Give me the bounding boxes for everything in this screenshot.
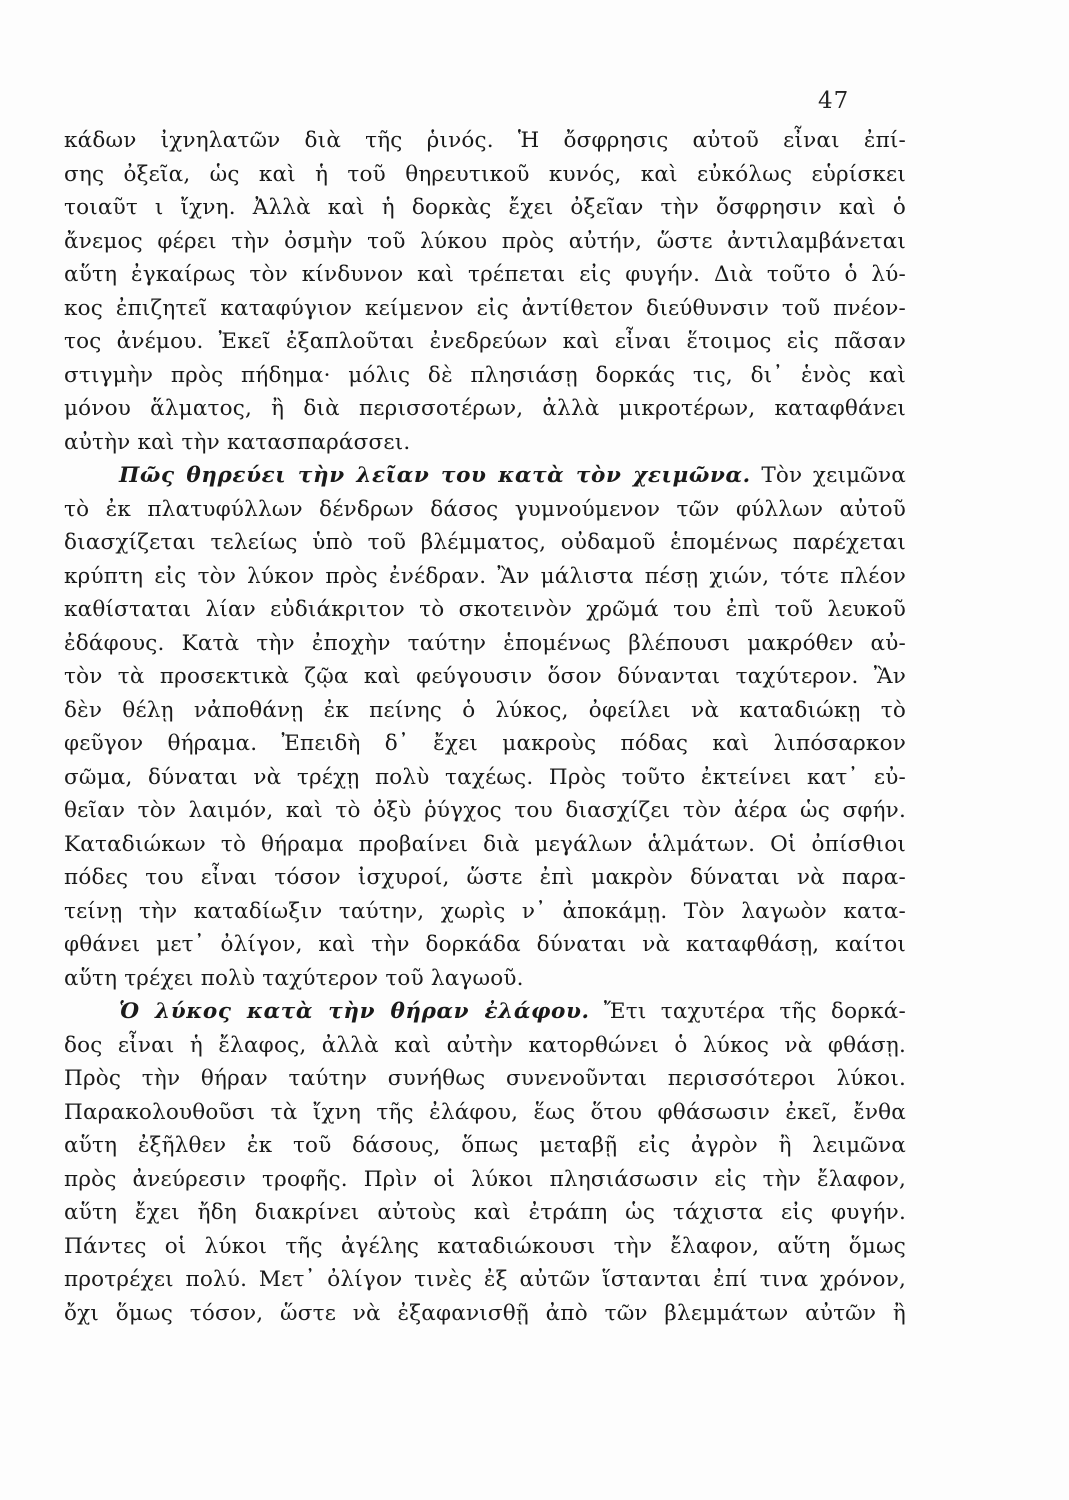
- section-heading: Πῶς θηρεύει τὴν λεῖαν του κατὰ τὸν χειμῶνα.: [119, 463, 751, 488]
- text-line: αὐτὴν καὶ τὴν κατασπαράσσει.: [64, 429, 411, 455]
- text-line: σης ὀξεῖα, ὡς καὶ ἡ τοῦ θηρευτικοῦ κυνός, καὶ εὐκόλως εὑρίσκει: [64, 161, 906, 187]
- text-line: κρύπτη εἰς τὸν λύκον πρὸς ἐνέδραν. Ἂν μάλιστα πέσῃ χιών, τότε πλέον: [64, 563, 906, 589]
- text-line: Πάντες οἱ λύκοι τῆς ἀγέλης καταδιώκουσι τὴν ἔλαφον, αὕτη ὅμως: [64, 1233, 906, 1259]
- text-line: αὕτη ἔχει ἤδη διακρίνει αὐτοὺς καὶ ἐτράπη ὡς τάχιστα εἰς φυγήν.: [64, 1200, 906, 1225]
- text-line: Παρακολουθοῦσι τὰ ἴχνη τῆς ἐλάφου, ἕως ὅτου φθάσωσιν ἐκεῖ, ἔνθα: [64, 1099, 906, 1125]
- text-line: πόδες του εἶναι τόσον ἰσχυροί, ὥστε ἐπὶ μακρὸν δύναται νὰ παρα-: [64, 865, 906, 890]
- text-line: καθίσταται λίαν εὐδιάκριτον τὸ σκοτεινὸν χρῶμά του ἐπὶ τοῦ λευκοῦ: [64, 597, 906, 622]
- text-line: σῶμα, δύναται νὰ τρέχῃ πολὺ ταχέως. Πρὸς τοῦτο ἐκτείνει κατ᾿ εὐ-: [64, 764, 906, 790]
- text-line: τοιαῦτ ι ἴχνη. Ἀλλὰ καὶ ἡ δορκὰς ἔχει ὀξεῖαν τὴν ὄσφρησιν καὶ ὁ: [64, 195, 906, 220]
- text-line: τος ἀνέμου. Ἐκεῖ ἐξαπλοῦται ἐνεδρεύων καὶ εἶναι ἕτοιμος εἰς πᾶσαν: [64, 329, 906, 354]
- section-heading: Ὁ λύκος κατὰ τὴν θήραν ἐλάφου.: [119, 999, 590, 1024]
- text-line: τείνῃ τὴν καταδίωξιν ταύτην, χωρὶς ν᾿ ἀποκάμῃ. Τὸν λαγωὸν κατα-: [64, 898, 906, 924]
- text-line: αὕτη τρέχει πολὺ ταχύτερον τοῦ λαγωοῦ.: [64, 965, 524, 991]
- text-line: κάδων ἰχνηλατῶν διὰ τῆς ῥινός. Ἡ ὄσφρησις αὐτοῦ εἶναι ἐπί-: [64, 128, 906, 153]
- text-line: διασχίζεται τελείως ὑπὸ τοῦ βλέμματος, οὐδαμοῦ ἑπομένως παρέχεται: [64, 530, 906, 555]
- body-text: [64, 124, 906, 1330]
- page-number: 47: [818, 88, 850, 114]
- text-line: φθάνει μετ᾿ ὀλίγον, καὶ τὴν δορκάδα δύναται νὰ καταφθάσῃ, καίτοι: [64, 932, 906, 957]
- section-first-line: [64, 995, 906, 1029]
- text-fragment: Τὸν χειμῶνα: [761, 463, 906, 488]
- section-first-line: [64, 459, 906, 493]
- text-line: ἄνεμος φέρει τὴν ὀσμὴν τοῦ λύκου πρὸς αὐτήν, ὥστε ἀντιλαμβάνεται: [64, 228, 906, 254]
- text-line: αὕτη ἐγκαίρως τὸν κίνδυνον καὶ τρέπεται εἰς φυγήν. Διὰ τοῦτο ὁ λύ-: [64, 262, 906, 287]
- text-line: κος ἐπιζητεῖ καταφύγιον κείμενον εἰς ἀντίθετον διεύθυνσιν τοῦ πνέον-: [64, 295, 906, 321]
- text-line: αὕτη ἐξῆλθεν ἐκ τοῦ δάσους, ὅπως μεταβῇ εἰς ἀγρὸν ἢ λειμῶνα: [64, 1133, 906, 1158]
- text-fragment: Ἔτι ταχυτέρα τῆς δορκά-: [603, 999, 906, 1024]
- text-line: φεῦγον θήραμα. Ἐπειδὴ δ᾿ ἔχει μακροὺς πόδας καὶ λιπόσαρκον: [64, 731, 906, 756]
- text-line: πρὸς ἀνεύρεσιν τροφῆς. Πρὶν οἱ λύκοι πλησιάσωσιν εἰς τὴν ἔλαφον,: [64, 1166, 906, 1192]
- text-line: ὄχι ὅμως τόσον, ὥστε νὰ ἐξαφανισθῇ ἀπὸ τῶν βλεμμάτων αὐτῶν ἢ: [64, 1300, 906, 1326]
- text-line: δὲν θέλῃ νἀποθάνῃ ἐκ πείνης ὁ λύκος, ὀφείλει νὰ καταδιώκῃ τὸ: [64, 697, 906, 723]
- text-line: θεῖαν τὸν λαιμόν, καὶ τὸ ὀξὺ ῥύγχος του διασχίζει τὸν ἀέρα ὡς σφήν.: [64, 798, 906, 823]
- text-line: τὸ ἐκ πλατυφύλλων δένδρων δάσος γυμνούμενον τῶν φύλλων αὐτοῦ: [64, 496, 906, 522]
- text-line: προτρέχει πολύ. Μετ᾿ ὀλίγον τινὲς ἐξ αὐτῶν ἵστανται ἐπί τινα χρόνον,: [64, 1267, 906, 1292]
- text-line: Καταδιώκων τὸ θήραμα προβαίνει διὰ μεγάλων ἁλμάτων. Οἱ ὀπίσθιοι: [64, 831, 906, 857]
- text-line: Πρὸς τὴν θήραν ταύτην συνήθως συνενοῦνται περισσότεροι λύκοι.: [64, 1066, 906, 1091]
- text-line: στιγμὴν πρὸς πήδημα· μόλις δὲ πλησιάσῃ δορκάς τις, δι᾿ ἑνὸς καὶ: [64, 362, 906, 388]
- text-line: μόνου ἅλματος, ἢ διὰ περισσοτέρων, ἀλλὰ μικροτέρων, καταφθάνει: [64, 396, 906, 421]
- text-line: δος εἶναι ἡ ἔλαφος, ἀλλὰ καὶ αὐτὴν κατορθώνει ὁ λύκος νὰ φθάσῃ.: [64, 1032, 906, 1058]
- text-line: ἐδάφους. Κατὰ τὴν ἐποχὴν ταύτην ἑπομένως βλέπουσι μακρόθεν αὐ-: [64, 630, 906, 656]
- text-line: τὸν τὰ προσεκτικὰ ζῷα καὶ φεύγουσιν ὅσον δύνανται ταχύτερον. Ἂν: [64, 664, 906, 689]
